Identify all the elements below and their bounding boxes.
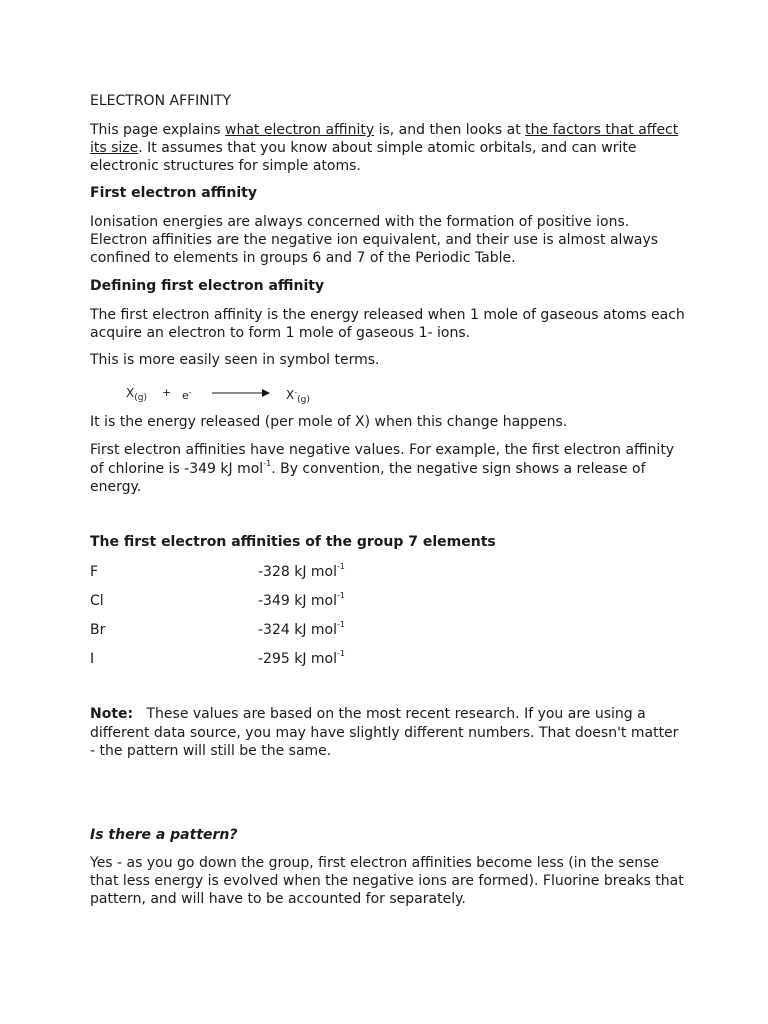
inline-text: . By convention, the negative sign shows a release of — [271, 461, 646, 477]
affinity-value: -324 kJ mol$^{-1}$ — [258, 620, 345, 638]
paragraph-line — [90, 460, 690, 478]
element-symbol: Br — [90, 622, 106, 638]
paragraph-line: confined to elements in groups 6 and 7 of the Periodic Table. — [90, 250, 516, 266]
section-heading-first-electron-affinity: First electron affinity — [90, 185, 257, 201]
paragraph-line: pattern, and will have to be accounted for separately. — [90, 891, 466, 907]
table-row — [90, 650, 650, 670]
table-row — [90, 621, 650, 641]
note-line-2: different data source, you may have slightly different numbers. That doesn't matter — [90, 725, 679, 741]
affinity-value: -349 kJ mol$^{-1}$ — [258, 591, 345, 609]
page-title: ELECTRON AFFINITY — [90, 93, 232, 109]
equation-electron: e- — [182, 388, 192, 402]
table-row — [90, 563, 650, 583]
intro-text: . It assumes that you know about simple atomic orbitals, and can write — [138, 140, 637, 156]
paragraph-line: This is more easily seen in symbol terms. — [90, 352, 380, 368]
intro-line-3: electronic structures for simple atoms. — [90, 158, 361, 174]
paragraph-line: acquire an electron to form 1 mole of gaseous 1- ions. — [90, 325, 471, 341]
paragraph-line: The first electron affinity is the energy released when 1 mole of gaseous atoms each — [90, 307, 685, 323]
what-electron-affinity-link[interactable]: what electron affinity — [225, 122, 375, 138]
intro-text: is, and then looks at — [374, 122, 526, 138]
paragraph-line: Yes - as you go down the group, first electron affinities become less (in the sense — [90, 855, 660, 871]
intro-line-2 — [90, 139, 690, 157]
element-symbol: Cl — [90, 593, 104, 609]
reaction-arrow-icon — [212, 388, 270, 398]
equation-product: $X^-_{(g)}$ — [286, 388, 310, 405]
note-line-1 — [90, 705, 690, 723]
affinity-value: -295 kJ mol$^{-1}$ — [258, 649, 345, 667]
intro-text: This page explains — [90, 122, 225, 138]
affinity-value: -328 kJ mol$^{-1}$ — [258, 562, 345, 580]
table-heading: The first electron affinities of the group 7 elements — [90, 534, 496, 550]
element-symbol: F — [90, 564, 99, 580]
inline-text: of chlorine is -349 kJ mol — [90, 461, 264, 477]
element-symbol: I — [90, 651, 95, 667]
paragraph-line: energy. — [90, 479, 142, 495]
note-line-3: - the pattern will still be the same. — [90, 743, 332, 759]
note-text: These values are based on the most recent research. If you are using a — [146, 706, 646, 722]
paragraph-line: Electron affinities are the negative ion equivalent, and their use is almost always — [90, 232, 659, 248]
equation-plus: + — [162, 386, 172, 399]
paragraph-line: that less energy is evolved when the negative ions are formed). Fluorine breaks that — [90, 873, 684, 889]
section-heading-pattern: Is there a pattern? — [90, 827, 238, 843]
factors-link-continued[interactable]: its size — [90, 140, 139, 156]
paragraph-line: Ionisation energies are always concerned with the formation of positive ions. — [90, 214, 630, 230]
intro-line-1 — [90, 121, 690, 139]
section-heading-defining: Defining first electron affinity — [90, 278, 325, 294]
paragraph-line: It is the energy released (per mole of X) when this change happens. — [90, 414, 568, 430]
paragraph-line: First electron affinities have negative values. For example, the first electron affinity — [90, 442, 675, 458]
factors-link[interactable]: the factors that affect — [525, 122, 679, 138]
table-row — [90, 592, 650, 612]
superscript: -1 — [263, 459, 272, 469]
note-label: Note: — [90, 706, 134, 722]
equation-reactant: $X_{(g)}$ — [126, 386, 147, 403]
